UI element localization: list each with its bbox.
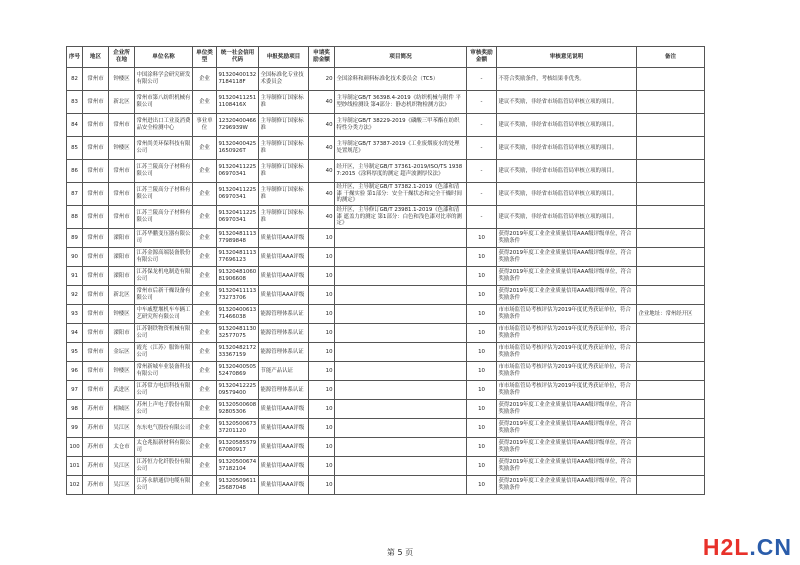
- cell-unit-type: 企业: [193, 476, 217, 495]
- cell-note: [637, 419, 705, 438]
- table-row: [67, 229, 705, 248]
- cell-approved-amount: -: [467, 206, 497, 229]
- cell-company-name: 江苏钢铁物资机械有限公司: [135, 324, 193, 343]
- cell-approved-amount: -: [467, 68, 497, 91]
- cell-region: 常州市: [83, 137, 109, 160]
- cell-credit-code: 91320400613 71466038: [217, 305, 259, 324]
- cell-unit-type: 企业: [193, 343, 217, 362]
- cell-district: 太仓市: [109, 438, 135, 457]
- cell-credit-code: 91320481113 77989848: [217, 229, 259, 248]
- cell-serial: 82: [67, 68, 83, 91]
- cell-company-name: 江苏保龙机电制造有限公司: [135, 267, 193, 286]
- cell-project-summary: 经开区，主导修订GB/T 23981.1-2019《色漆和清漆 遮盖力的测定 第1部分：白色和浅色漆对比率的测定》: [335, 206, 467, 229]
- cell-district: 钟楼区: [109, 137, 135, 160]
- column-header: 统一社会信用代码: [217, 47, 259, 68]
- cell-approved-amount: -: [467, 160, 497, 183]
- cell-award-project: 质量信用AAA评级: [259, 248, 309, 267]
- table-row: [67, 343, 705, 362]
- cell-credit-code: 91320411113 73273706: [217, 286, 259, 305]
- cell-approved-amount: 10: [467, 362, 497, 381]
- cell-note: [637, 229, 705, 248]
- column-header: 审核意见说明: [497, 47, 637, 68]
- column-header: 审核奖励金额: [467, 47, 497, 68]
- cell-project-summary: [335, 381, 467, 400]
- cell-company-name: 常州市第八纺织机械有限公司: [135, 91, 193, 114]
- cell-award-project: 能源管理体系认证: [259, 305, 309, 324]
- cell-company-name: 常州新城车业装备科技有限公司: [135, 362, 193, 381]
- cell-approved-amount: 10: [467, 419, 497, 438]
- column-header: 单位类型: [193, 47, 217, 68]
- cell-unit-type: 企业: [193, 305, 217, 324]
- cell-award-project: 能源管理体系认证: [259, 343, 309, 362]
- cell-project-summary: [335, 343, 467, 362]
- cell-approved-amount: -: [467, 183, 497, 206]
- cell-company-name: 江苏金源高端装备股份有限公司: [135, 248, 193, 267]
- cell-serial: 96: [67, 362, 83, 381]
- cell-district: 钟楼区: [109, 362, 135, 381]
- cell-district: 新北区: [109, 91, 135, 114]
- cell-project-summary: [335, 248, 467, 267]
- cell-approved-amount: 10: [467, 286, 497, 305]
- cell-project-summary: 主导制定GB/T 36398.4-2019《纺织机械与附件 平型纱线检测设 第4部分：静态机织物检测方法》: [335, 91, 467, 114]
- cell-requested-amount: 40: [309, 160, 335, 183]
- cell-credit-code: 91320500674 37182104: [217, 457, 259, 476]
- cell-unit-type: 企业: [193, 91, 217, 114]
- cell-unit-type: 企业: [193, 419, 217, 438]
- cell-award-project: 质量信用AAA评级: [259, 476, 309, 495]
- cell-project-summary: 全国涂料和颜料标准化技术委员会（TC5）: [335, 68, 467, 91]
- cell-credit-code: 91320481113 77696123: [217, 248, 259, 267]
- cell-serial: 98: [67, 400, 83, 419]
- cell-requested-amount: 10: [309, 400, 335, 419]
- cell-company-name: 江苏兰陵高分子材料有限公司: [135, 160, 193, 183]
- cell-note: [637, 183, 705, 206]
- cell-note: [637, 286, 705, 305]
- cell-serial: 97: [67, 381, 83, 400]
- table-row: [67, 400, 705, 419]
- cell-requested-amount: 10: [309, 324, 335, 343]
- cell-credit-code: 91320411225 06970341: [217, 160, 259, 183]
- cell-review-opinion: 市市场监管局考核评估为2019年度优秀获证单位，符合奖励条件: [497, 381, 637, 400]
- cell-requested-amount: 10: [309, 267, 335, 286]
- cell-requested-amount: 10: [309, 248, 335, 267]
- cell-district: 吴江区: [109, 419, 135, 438]
- cell-approved-amount: -: [467, 91, 497, 114]
- cell-note: [637, 476, 705, 495]
- cell-award-project: 质量信用AAA评级: [259, 286, 309, 305]
- cell-district: 金坛区: [109, 343, 135, 362]
- cell-unit-type: 企业: [193, 400, 217, 419]
- cell-unit-type: 企业: [193, 137, 217, 160]
- cell-note: [637, 267, 705, 286]
- table-row: [67, 381, 705, 400]
- cell-unit-type: 企业: [193, 457, 217, 476]
- cell-unit-type: 企业: [193, 381, 217, 400]
- cell-project-summary: [335, 400, 467, 419]
- cell-award-project: 质量信用AAA评级: [259, 438, 309, 457]
- cell-award-project: 能源管理体系认证: [259, 381, 309, 400]
- cell-review-opinion: 市市场监管局考核评估为2019年度优秀获证单位，符合奖励条件: [497, 343, 637, 362]
- cell-company-name: 江苏恒力化纤股份有限公司: [135, 457, 193, 476]
- cell-project-summary: [335, 229, 467, 248]
- cell-serial: 100: [67, 438, 83, 457]
- cell-credit-code: 91320400132 7184118F: [217, 68, 259, 91]
- cell-review-opinion: 建议不奖励，非经省市场监管局审核立项的项目。: [497, 160, 637, 183]
- cell-note: [637, 343, 705, 362]
- cell-district: 相城区: [109, 400, 135, 419]
- cell-unit-type: 企业: [193, 229, 217, 248]
- cell-serial: 87: [67, 183, 83, 206]
- cell-requested-amount: 10: [309, 381, 335, 400]
- cell-unit-type: 企业: [193, 160, 217, 183]
- cell-region: 常州市: [83, 114, 109, 137]
- cell-district: 常州市: [109, 160, 135, 183]
- cell-unit-type: 企业: [193, 362, 217, 381]
- cell-company-name: 江苏兰陵高分子材料有限公司: [135, 183, 193, 206]
- cell-district: 钟楼区: [109, 68, 135, 91]
- cell-company-name: 常州市后新干燥设备有限公司: [135, 286, 193, 305]
- cell-region: 常州市: [83, 183, 109, 206]
- cell-unit-type: 企业: [193, 68, 217, 91]
- cell-region: 常州市: [83, 206, 109, 229]
- cell-credit-code: 91320482172 33367159: [217, 343, 259, 362]
- cell-award-project: 主导制修订国家标准: [259, 206, 309, 229]
- cell-region: 常州市: [83, 381, 109, 400]
- cell-region: 常州市: [83, 160, 109, 183]
- cell-project-summary: 经开区，主导制定GB/T 37361-2019/ISO/TS 19387:2015《涂料厚度的测定 超声波测厚仪法》: [335, 160, 467, 183]
- cell-credit-code: 91320411251 1108416X: [217, 91, 259, 114]
- cell-approved-amount: 10: [467, 476, 497, 495]
- table-row: [67, 419, 705, 438]
- table-header-row: [67, 47, 705, 68]
- cell-company-name: 江苏兰陵高分子材料有限公司: [135, 206, 193, 229]
- cell-approved-amount: 10: [467, 381, 497, 400]
- cell-company-name: 东东电气股份有限公司: [135, 419, 193, 438]
- cell-district: 常州市: [109, 183, 135, 206]
- cell-award-project: 质量信用AAA评级: [259, 419, 309, 438]
- table-row: [67, 457, 705, 476]
- cell-serial: 99: [67, 419, 83, 438]
- logo-text-domain: .CN: [749, 534, 792, 560]
- cell-company-name: 常州进出口工业及消费品安全检测中心: [135, 114, 193, 137]
- table-row: [67, 438, 705, 457]
- cell-review-opinion: 建议不奖励，非经省市场监管局审核立项的项目。: [497, 183, 637, 206]
- cell-unit-type: 企业: [193, 324, 217, 343]
- cell-credit-code: 91320400505 52470869: [217, 362, 259, 381]
- cell-company-name: 中车戚墅堰机车车辆工艺研究所有限公司: [135, 305, 193, 324]
- cell-note: [637, 324, 705, 343]
- cell-district: 溧阳市: [109, 229, 135, 248]
- cell-region: 苏州市: [83, 419, 109, 438]
- table-row: [67, 305, 705, 324]
- cell-unit-type: 企业: [193, 438, 217, 457]
- cell-review-opinion: 建议不奖励，非经省市场监管局审核立项的项目。: [497, 91, 637, 114]
- cell-approved-amount: 10: [467, 267, 497, 286]
- cell-unit-type: 企业: [193, 267, 217, 286]
- cell-serial: 88: [67, 206, 83, 229]
- table-row: [67, 160, 705, 183]
- cell-approved-amount: 10: [467, 438, 497, 457]
- cell-review-opinion: 获得2019年度工业企业质量信用AAA级评级单位，符合奖励条件: [497, 267, 637, 286]
- cell-district: 吴江区: [109, 476, 135, 495]
- cell-company-name: 苏州上声电子股份有限公司: [135, 400, 193, 419]
- column-header: 备注: [637, 47, 705, 68]
- cell-district: 溧阳市: [109, 267, 135, 286]
- cell-region: 常州市: [83, 362, 109, 381]
- cell-district: 常州市: [109, 114, 135, 137]
- cell-note: 企业地址：常州经开区: [637, 305, 705, 324]
- cell-company-name: 江苏永鼎通信电缆有限公司: [135, 476, 193, 495]
- cell-note: [637, 457, 705, 476]
- cell-region: 苏州市: [83, 438, 109, 457]
- cell-company-name: 中国涂料学会研究研发有限公司: [135, 68, 193, 91]
- cell-review-opinion: 获得2019年度工业企业质量信用AAA级评级单位，符合奖励条件: [497, 419, 637, 438]
- cell-award-project: 全国标准化专业技术委员会: [259, 68, 309, 91]
- cell-note: [637, 91, 705, 114]
- page-number: 第 5 页: [386, 548, 414, 557]
- cell-note: [637, 438, 705, 457]
- cell-credit-code: 91320585579 67080917: [217, 438, 259, 457]
- cell-approved-amount: 10: [467, 248, 497, 267]
- cell-note: [637, 68, 705, 91]
- cell-serial: 85: [67, 137, 83, 160]
- table-row: [67, 248, 705, 267]
- cell-review-opinion: 获得2019年度工业企业质量信用AAA级评级单位，符合奖励条件: [497, 400, 637, 419]
- cell-review-opinion: 获得2019年度工业企业质量信用AAA级评级单位，符合奖励条件: [497, 476, 637, 495]
- cell-review-opinion: 建议不奖励，非经省市场监管局审核立项的项目。: [497, 206, 637, 229]
- cell-credit-code: 91320481060 81906608: [217, 267, 259, 286]
- cell-unit-type: 企业: [193, 206, 217, 229]
- cell-credit-code: 91320500608 92805306: [217, 400, 259, 419]
- cell-project-summary: [335, 438, 467, 457]
- cell-region: 苏州市: [83, 476, 109, 495]
- table-row: [67, 183, 705, 206]
- column-header: 企业所在地: [109, 47, 135, 68]
- cell-review-opinion: 建议不奖励，非经省市场监管局审核立项的项目。: [497, 137, 637, 160]
- column-header: 项目简况: [335, 47, 467, 68]
- cell-requested-amount: 40: [309, 91, 335, 114]
- column-header: 序号: [67, 47, 83, 68]
- table-row: [67, 286, 705, 305]
- cell-credit-code: 91320411225 06970341: [217, 206, 259, 229]
- cell-review-opinion: 获得2019年度工业企业质量信用AAA级评级单位，符合奖励条件: [497, 457, 637, 476]
- column-header: 申请奖励金额: [309, 47, 335, 68]
- cell-award-project: 主导制修订国家标准: [259, 91, 309, 114]
- cell-unit-type: 事业单位: [193, 114, 217, 137]
- cell-approved-amount: 10: [467, 229, 497, 248]
- cell-serial: 101: [67, 457, 83, 476]
- cell-review-opinion: 获得2019年度工业企业质量信用AAA级评级单位，符合奖励条件: [497, 248, 637, 267]
- cell-note: [637, 160, 705, 183]
- cell-project-summary: [335, 305, 467, 324]
- cell-review-opinion: 市市场监管局考核评估为2019年度优秀获证单位，符合奖励条件: [497, 305, 637, 324]
- table-row: [67, 324, 705, 343]
- table-row: [67, 362, 705, 381]
- cell-credit-code: 91320411225 06970341: [217, 183, 259, 206]
- cell-review-opinion: 市市场监管局考核评估为2019年度优秀获证单位，符合奖励条件: [497, 362, 637, 381]
- cell-requested-amount: 10: [309, 229, 335, 248]
- cell-note: [637, 206, 705, 229]
- cell-serial: 102: [67, 476, 83, 495]
- cell-project-summary: [335, 267, 467, 286]
- cell-district: 新北区: [109, 286, 135, 305]
- cell-requested-amount: 10: [309, 476, 335, 495]
- cell-review-opinion: 不符合奖励条件，考核结果非优秀。: [497, 68, 637, 91]
- cell-district: 吴江区: [109, 457, 135, 476]
- cell-serial: 89: [67, 229, 83, 248]
- column-header: 地区: [83, 47, 109, 68]
- cell-note: [637, 400, 705, 419]
- cell-district: 溧阳市: [109, 324, 135, 343]
- cell-approved-amount: 10: [467, 324, 497, 343]
- cell-region: 常州市: [83, 91, 109, 114]
- cell-unit-type: 企业: [193, 183, 217, 206]
- cell-note: [637, 381, 705, 400]
- cell-requested-amount: 10: [309, 343, 335, 362]
- cell-note: [637, 137, 705, 160]
- cell-region: 常州市: [83, 248, 109, 267]
- cell-note: [637, 362, 705, 381]
- cell-approved-amount: 10: [467, 305, 497, 324]
- cell-award-project: 主导制修订国家标准: [259, 160, 309, 183]
- table-row: [67, 68, 705, 91]
- cell-note: [637, 114, 705, 137]
- cell-district: 武进区: [109, 381, 135, 400]
- cell-review-opinion: 获得2019年度工业企业质量信用AAA级评级单位，符合奖励条件: [497, 229, 637, 248]
- cell-company-name: 江苏常力电信科技有限公司: [135, 381, 193, 400]
- cell-approved-amount: 10: [467, 457, 497, 476]
- cell-district: 钟楼区: [109, 305, 135, 324]
- cell-region: 苏州市: [83, 457, 109, 476]
- cell-project-summary: [335, 286, 467, 305]
- cell-review-opinion: 获得2019年度工业企业质量信用AAA级评级单位，符合奖励条件: [497, 286, 637, 305]
- cell-approved-amount: -: [467, 114, 497, 137]
- award-review-table: [66, 46, 705, 495]
- cell-review-opinion: 获得2019年度工业企业质量信用AAA级评级单位，符合奖励条件: [497, 438, 637, 457]
- cell-review-opinion: 市市场监管局考核评估为2019年度优秀获证单位，符合奖励条件: [497, 324, 637, 343]
- cell-requested-amount: 10: [309, 457, 335, 476]
- cell-serial: 84: [67, 114, 83, 137]
- cell-approved-amount: 10: [467, 343, 497, 362]
- cell-project-summary: [335, 362, 467, 381]
- cell-unit-type: 企业: [193, 286, 217, 305]
- table-row: [67, 137, 705, 160]
- cell-requested-amount: 40: [309, 206, 335, 229]
- cell-serial: 95: [67, 343, 83, 362]
- cell-award-project: 主导制修订国家标准: [259, 137, 309, 160]
- table-row: [67, 91, 705, 114]
- cell-region: 常州市: [83, 343, 109, 362]
- cell-serial: 86: [67, 160, 83, 183]
- cell-award-project: 能源管理体系认证: [259, 324, 309, 343]
- cell-requested-amount: 10: [309, 419, 335, 438]
- cell-region: 常州市: [83, 305, 109, 324]
- cell-company-name: 太仓兆振新材料有限公司: [135, 438, 193, 457]
- cell-project-summary: 主导制定GB/T 38229-2019《磷酸三甲苯酯在纺织特性分类方法》: [335, 114, 467, 137]
- cell-company-name: 江苏华鹏变压器有限公司: [135, 229, 193, 248]
- column-header: 申报奖励项目: [259, 47, 309, 68]
- cell-review-opinion: 建议不奖励，非经省市场监管局审核立项的项目。: [497, 114, 637, 137]
- cell-company-name: 霞光（江苏）服饰有限公司: [135, 343, 193, 362]
- cell-region: 常州市: [83, 68, 109, 91]
- cell-serial: 91: [67, 267, 83, 286]
- table-row: [67, 114, 705, 137]
- cell-requested-amount: 40: [309, 137, 335, 160]
- cell-requested-amount: 40: [309, 114, 335, 137]
- cell-award-project: 节能产品认证: [259, 362, 309, 381]
- cell-note: [637, 248, 705, 267]
- cell-requested-amount: 20: [309, 68, 335, 91]
- cell-credit-code: 91320400425 1650926T: [217, 137, 259, 160]
- site-logo: [703, 534, 792, 561]
- cell-project-summary: 经开区，主导制定GB/T 37382.1-2019《色漆和清漆 干燥实验 第1部分：安全干燥状态和完全干燥时间的测定》: [335, 183, 467, 206]
- cell-project-summary: [335, 476, 467, 495]
- cell-award-project: 质量信用AAA评级: [259, 457, 309, 476]
- cell-unit-type: 企业: [193, 248, 217, 267]
- cell-region: 常州市: [83, 286, 109, 305]
- cell-serial: 94: [67, 324, 83, 343]
- cell-project-summary: [335, 419, 467, 438]
- cell-serial: 83: [67, 91, 83, 114]
- cell-serial: 93: [67, 305, 83, 324]
- cell-requested-amount: 10: [309, 286, 335, 305]
- cell-requested-amount: 40: [309, 183, 335, 206]
- cell-serial: 92: [67, 286, 83, 305]
- cell-award-project: 质量信用AAA评级: [259, 229, 309, 248]
- logo-text-main: H2L: [702, 534, 750, 560]
- cell-project-summary: 主导制定GB/T 37387-2019《工业废烟废水的处理处置规范》: [335, 137, 467, 160]
- cell-approved-amount: 10: [467, 400, 497, 419]
- table-row: [67, 267, 705, 286]
- cell-approved-amount: -: [467, 137, 497, 160]
- cell-region: 常州市: [83, 267, 109, 286]
- cell-requested-amount: 10: [309, 438, 335, 457]
- cell-region: 常州市: [83, 229, 109, 248]
- cell-award-project: 质量信用AAA评级: [259, 267, 309, 286]
- cell-requested-amount: 10: [309, 305, 335, 324]
- cell-credit-code: 91320500673 37201120: [217, 419, 259, 438]
- cell-district: 常州市: [109, 206, 135, 229]
- cell-region: 常州市: [83, 324, 109, 343]
- cell-award-project: 主导制修订国家标准: [259, 114, 309, 137]
- cell-region: 苏州市: [83, 400, 109, 419]
- cell-credit-code: 91320412225 09579400: [217, 381, 259, 400]
- cell-project-summary: [335, 324, 467, 343]
- cell-district: 溧阳市: [109, 248, 135, 267]
- cell-requested-amount: 10: [309, 362, 335, 381]
- cell-company-name: 常州尚美环保科技有限公司: [135, 137, 193, 160]
- cell-credit-code: 91320509611 25687048: [217, 476, 259, 495]
- cell-award-project: 质量信用AAA评级: [259, 400, 309, 419]
- column-header: 单位名称: [135, 47, 193, 68]
- table-row: [67, 206, 705, 229]
- cell-serial: 90: [67, 248, 83, 267]
- cell-credit-code: 12320400466 7296939W: [217, 114, 259, 137]
- cell-award-project: 主导制修订国家标准: [259, 183, 309, 206]
- cell-project-summary: [335, 457, 467, 476]
- cell-credit-code: 91320481130 32577075: [217, 324, 259, 343]
- table-row: [67, 476, 705, 495]
